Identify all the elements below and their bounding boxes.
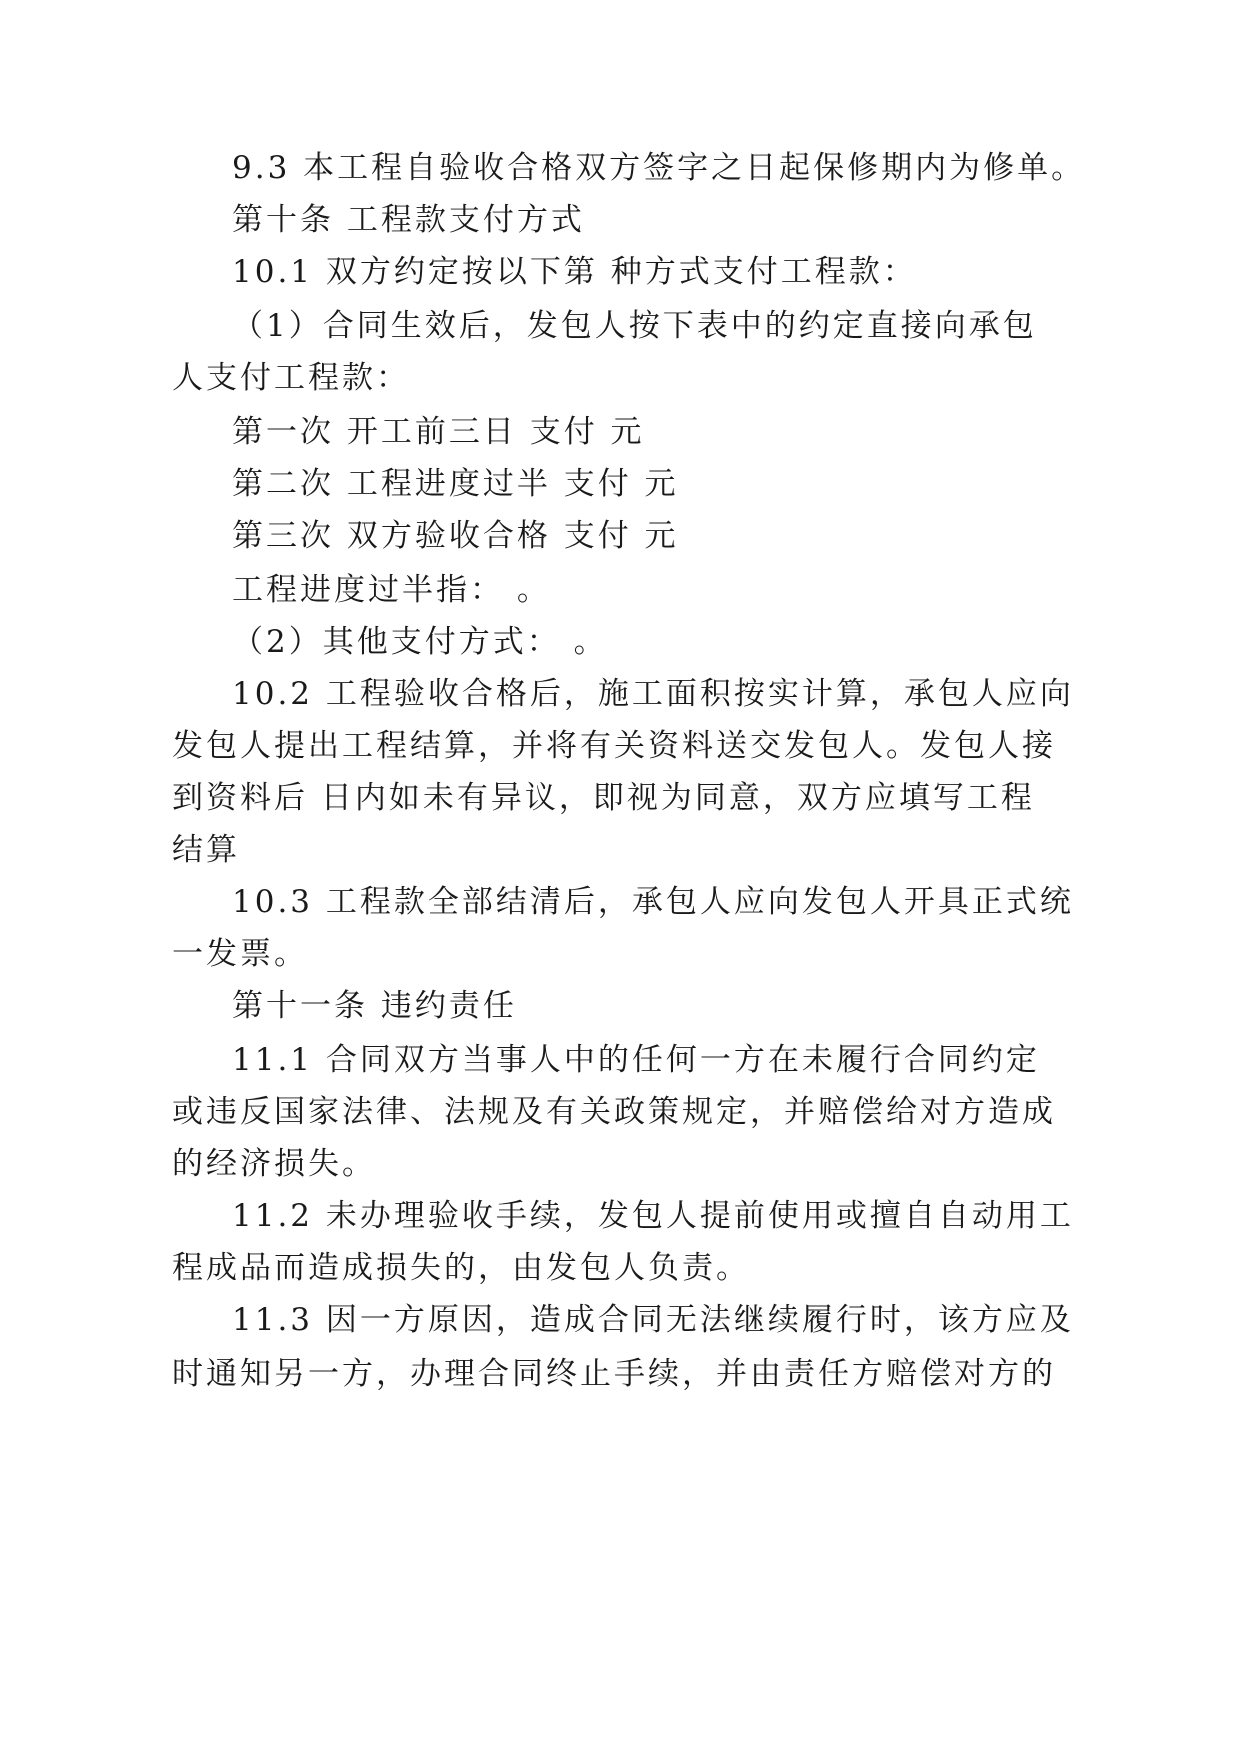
text-line: 一发票。 xyxy=(172,936,308,972)
text-line: 时通知另一方，办理合同终止手续，并由责任方赔偿对方的 xyxy=(172,1356,1056,1392)
text-line: 11.2 未办理验收手续，发包人提前使用或擅自自动用工 xyxy=(232,1198,1074,1234)
text-line: 结算 xyxy=(172,832,240,868)
text-line: 发包人提出工程结算，并将有关资料送交发包人。发包人接 xyxy=(172,728,1056,764)
text-line: 工程进度过半指： 。 xyxy=(232,572,551,608)
text-line: 10.3 工程款全部结清后，承包人应向发包人开具正式统 xyxy=(232,884,1074,920)
section-heading: 第十一条 违约责任 xyxy=(232,988,517,1024)
text-line: 人支付工程款： xyxy=(172,360,410,396)
text-line: 11.1 合同双方当事人中的任何一方在未履行合同约定 xyxy=(232,1042,1040,1078)
text-line: 程成品而造成损失的，由发包人负责。 xyxy=(172,1250,750,1286)
text-line: 10.1 双方约定按以下第 种方式支付工程款： xyxy=(232,254,917,290)
text-line: 11.3 因一方原因，造成合同无法继续履行时，该方应及 xyxy=(232,1302,1074,1338)
text-line: （1）合同生效后，发包人按下表中的约定直接向承包 xyxy=(232,308,1037,344)
text-line: 或违反国家法律、法规及有关政策规定，并赔偿给对方造成 xyxy=(172,1094,1056,1130)
text-line: 的经济损失。 xyxy=(172,1146,376,1182)
text-line: 到资料后 日内如未有异议，即视为同意，双方应填写工程 xyxy=(172,780,1035,816)
text-line: 第三次 双方验收合格 支付 元 xyxy=(232,518,679,554)
text-line: 第一次 开工前三日 支付 元 xyxy=(232,414,645,450)
text-line: （2）其他支付方式： 。 xyxy=(232,624,608,660)
text-line: 第二次 工程进度过半 支付 元 xyxy=(232,466,679,502)
text-line: 10.2 工程验收合格后，施工面积按实计算，承包人应向 xyxy=(232,676,1074,712)
section-heading: 第十条 工程款支付方式 xyxy=(232,202,585,238)
text-line: 9.3 本工程自验收合格双方签字之日起保修期内为修单。 xyxy=(232,150,1086,186)
